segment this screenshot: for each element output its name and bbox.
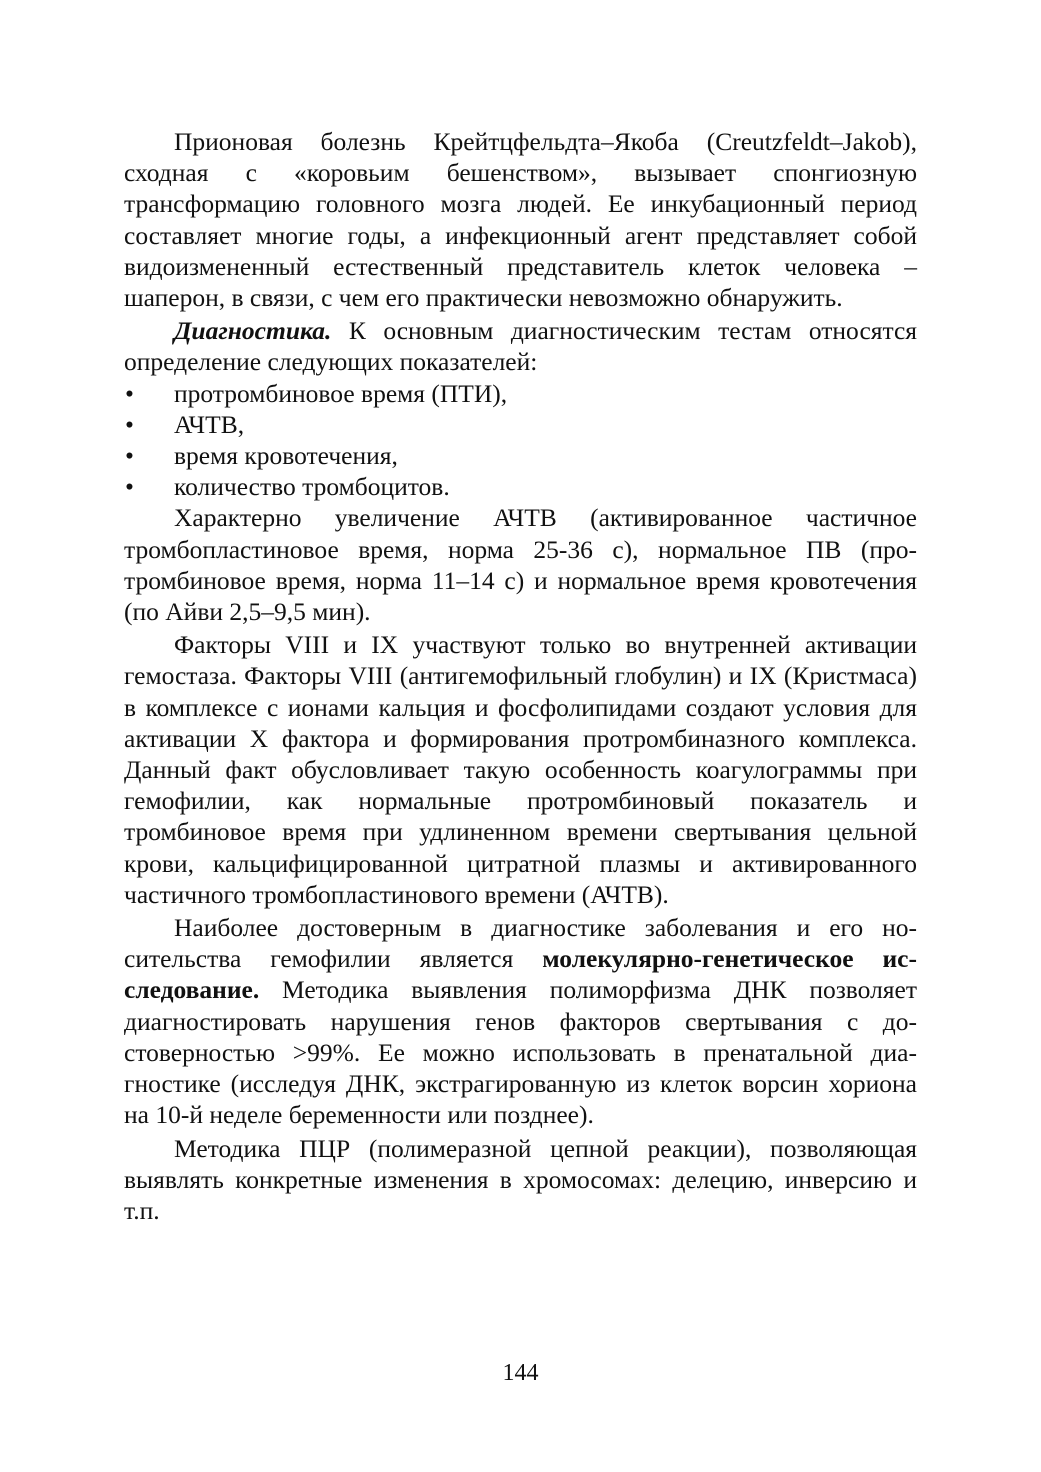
list-item-text: АЧТВ, xyxy=(174,409,245,439)
paragraph-achtv xyxy=(124,502,917,627)
paragraph-text: Факторы VIII и IX участвуют только во внутренней активации гемостаза. Факторы VIII (антигемофильный глобулин) и IX (Кристмаса) в комплексе с ионами кальция и фосфолипидами создают условия для активации X фактора и формирования протромбиназного комплекса. Данный факт обусловливает такую особенность коагулограммы при гемофилии, как нормальные протромбиновый показатель и тромбиновое время при удлиненном времени свертывания цельной крови, кальцифицированной цитратной плазмы и активированного частичного тромбопластинового времени (АЧТВ). xyxy=(124,630,917,909)
list-item xyxy=(124,409,917,440)
paragraph-prion-disease xyxy=(124,126,917,313)
paragraph-text: Прионовая болезнь Крейтцфельдта–Якоба (Creutzfeldt–Jakob), сходная с «коровьим бешенством», вызывает спонгиозную трансформацию головного мозга людей. Ее инкубационный период составляет многие годы, а инфекционный агент представляет собой видоизмененный естественный представитель клеток человека – шаперон, в связи, с чем его практически невозможно обнаружить. xyxy=(124,127,917,313)
paragraph-text: Методика ПЦР (полимеразной цепной реакции), позволяющая выявлять конкретные изменения в хромосомах: делецию, инверсию и т.п. xyxy=(124,1133,917,1225)
paragraph-pcr xyxy=(124,1133,917,1227)
body-text xyxy=(124,126,917,1226)
bold-term: молекулярно-генетическое исследование. xyxy=(124,944,917,1005)
paragraph-text: К основным диагностическим тестам относятся определение следующих показателей: xyxy=(124,316,917,377)
diagnostics-heading: Диагностика. xyxy=(174,316,332,346)
bullet-icon: • xyxy=(125,378,134,408)
diagnostic-tests-list xyxy=(124,378,917,503)
list-item xyxy=(124,471,917,502)
paragraph-text: Методика выявления полиморфизма ДНК позволяет диагностировать нарушения генов факторов свертывания с достоверностью >99%. Ее можно использовать в пренатальной диагностике (исследуя ДНК, экстрагированную из клеток ворсин хориона на 10-й неделе беременности или позднее). xyxy=(124,975,917,1130)
bullet-icon: • xyxy=(125,409,134,439)
list-item-text: время кровотечения, xyxy=(174,441,398,471)
paragraph-text: Наиболее достоверным в диагностике заболевания и его носительства гемофилии является xyxy=(124,913,917,974)
paragraph-factors xyxy=(124,629,917,910)
bullet-icon: • xyxy=(125,472,134,502)
paragraph-text: Характерно увеличение АЧТВ (активированное частичное тромбопластиновое время, норма 25-36 с), нормальное ПВ (протромбиновое время, норма 11–14 с) и нормальное время кровотечения (по Айви 2,5–9,5 мин). xyxy=(124,503,917,627)
list-item xyxy=(124,440,917,471)
list-item-text: протромбиновое время (ПТИ), xyxy=(174,378,508,408)
paragraph-molecular-genetic xyxy=(124,912,917,1130)
page-number: 144 xyxy=(502,1360,539,1386)
paragraph-diagnostics xyxy=(124,315,917,377)
list-item-text: количество тромбоцитов. xyxy=(174,472,450,502)
bullet-icon: • xyxy=(125,441,134,471)
list-item xyxy=(124,378,917,409)
